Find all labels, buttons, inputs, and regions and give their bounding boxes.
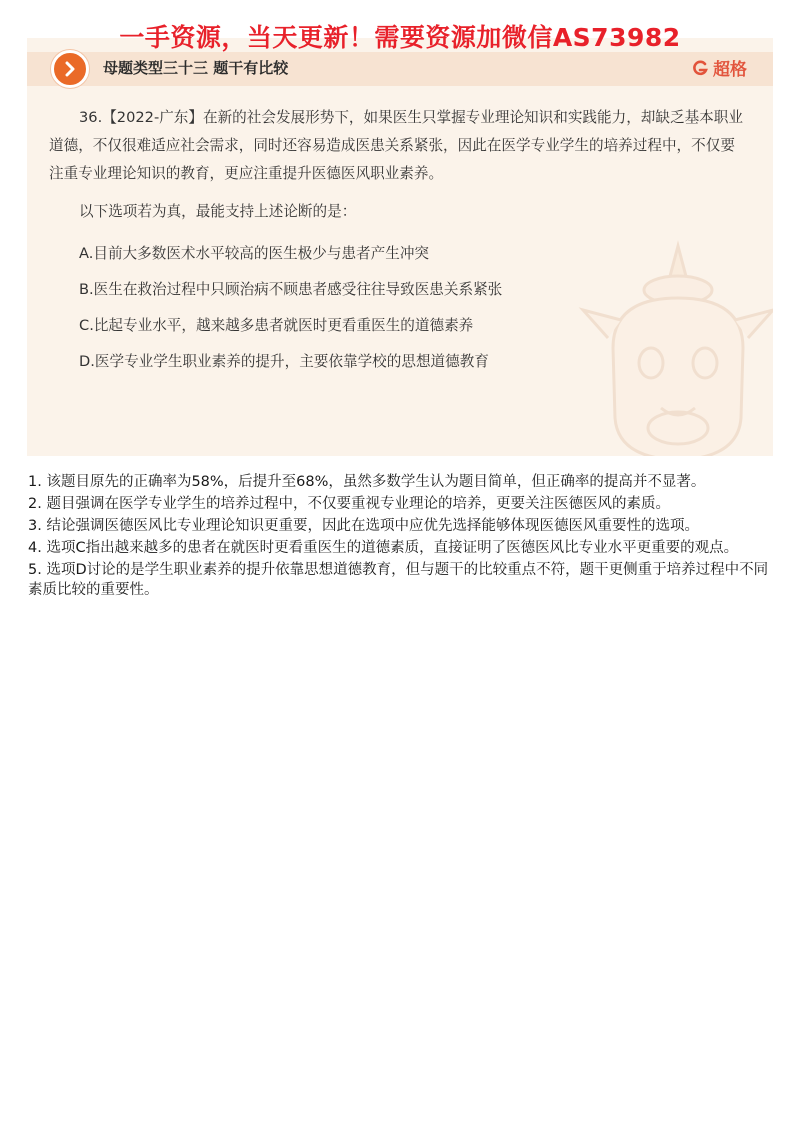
question-block xyxy=(49,104,749,380)
note-item: 1. 该题目原先的正确率为58%，后提升至68%，虽然多数学生认为题目简单，但正确率的提高并不显著。 xyxy=(28,474,706,490)
option-c[interactable]: C.比起专业水平，越来越多患者就医时更看重医生的道德素养 xyxy=(79,317,474,334)
note-item: 4. 选项C指出越来越多的患者在就医时更看重医生的道德素质，直接证明了医德医风比专业水平更重要的观点。 xyxy=(28,540,739,556)
brand-logo xyxy=(691,55,747,80)
question-stem: 36.【2022-广东】在新的社会发展形势下，如果医生只掌握专业理论知识和实践能力，却缺乏基本职业道德，不仅很难适应社会需求，同时还容易造成医患关系紧张，因此在医学专业学生的培养过程中，不仅要注重专业理论知识的教育，更应注重提升医德医风职业素养。 xyxy=(49,109,743,182)
option-list xyxy=(49,236,749,380)
question-prompt: 以下选项若为真，最能支持上述论断的是： xyxy=(79,203,357,220)
watermark-banner: 一手资源，当天更新！需要资源加微信AS73982 xyxy=(119,23,681,52)
topic-title: 母题类型三十三 题干有比较 xyxy=(103,59,289,77)
option-a[interactable]: A.目前大多数医术水平较高的医生极少与患者产生冲突 xyxy=(79,245,430,262)
note-item: 2. 题目强调在医学专业学生的培养过程中，不仅要重视专业理论的培养，更要关注医德医风的素质。 xyxy=(28,496,670,512)
option-d[interactable]: D.医学专业学生职业素养的提升，主要依靠学校的思想道德教育 xyxy=(79,353,489,370)
question-slide xyxy=(27,38,773,456)
note-item: 3. 结论强调医德医风比专业理论知识更重要，因此在选项中应优先选择能够体现医德医风重要性的选项。 xyxy=(28,518,699,534)
option-b[interactable]: B.医生在救治过程中只顾治病不顾患者感受往往导致医患关系紧张 xyxy=(79,281,503,298)
brand-name: 超格 xyxy=(713,60,747,80)
note-item: 5. 选项D讨论的是学生职业素养的提升依靠思想道德教育，但与题干的比较重点不符，题干更侧重于培养过程中不同素质比较的重要性。 xyxy=(28,562,769,598)
chevron-right-icon xyxy=(51,50,89,88)
analysis-notes xyxy=(28,472,776,602)
brand-logo-icon xyxy=(691,59,709,77)
